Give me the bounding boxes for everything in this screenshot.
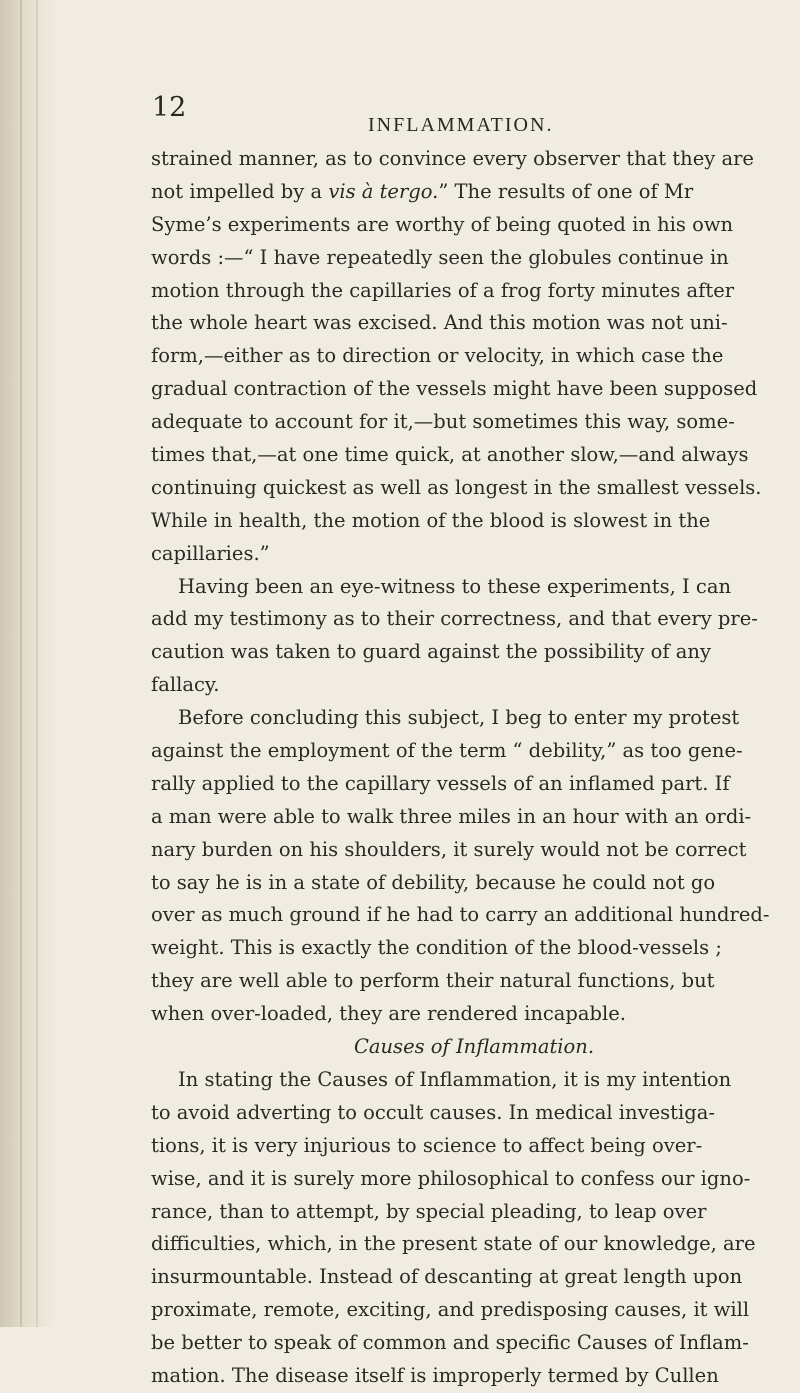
- text-run: not impelled by a: [151, 179, 329, 203]
- text-line: times that,—at one time quick, at another slow,—and always: [151, 443, 749, 467]
- paragraph-first-line: Before concluding this subject, I beg to enter my protest: [178, 706, 740, 730]
- text-line: rance, than to attempt, by special pleading, to leap over: [151, 1199, 707, 1223]
- text-line: wise, and it is surely more philosophical to confess our igno-: [151, 1166, 751, 1190]
- text-line: they are well able to perform their natural functions, but: [151, 969, 715, 993]
- text-line: caution was taken to guard against the possibility of any: [151, 640, 711, 664]
- text-line: when over-loaded, they are rendered incapable.: [151, 1002, 626, 1026]
- text-line: insurmountable. Instead of descanting at great length upon: [151, 1265, 743, 1289]
- text-line: a man were able to walk three miles in an hour with an ordi-: [151, 804, 752, 828]
- text-line: fallacy.: [151, 673, 220, 697]
- text-line: over as much ground if he had to carry an additional hundred-: [151, 903, 770, 927]
- running-head-title: INFLAMMATION.: [368, 114, 554, 136]
- text-line: weight. This is exactly the condition of the blood-vessels ;: [151, 936, 722, 960]
- text-line: nary burden on his shoulders, it surely would not be correct: [151, 837, 747, 861]
- text-line: tions, it is very injurious to science to affect being over-: [151, 1133, 703, 1157]
- text-line: be better to speak of common and specific Causes of Inflam-: [151, 1331, 749, 1355]
- body-text: [151, 143, 797, 1393]
- text-line: difficulties, which, in the present state of our knowledge, are: [151, 1232, 756, 1256]
- text-line: add my testimony as to their correctness, and that every pre-: [151, 607, 758, 631]
- paragraph-first-line: Having been an eye-witness to these experiments, I can: [178, 574, 731, 598]
- text-line: Syme’s experiments are worthy of being quoted in his own: [151, 212, 734, 236]
- text-line: [151, 176, 797, 209]
- text-line: continuing quickest as well as longest in the smallest vessels.: [151, 475, 762, 499]
- page-number: 12: [152, 92, 187, 123]
- text-line: rally applied to the capillary vessels of an inflamed part. If: [151, 771, 730, 795]
- text-line: words :—“ I have repeatedly seen the globules continue in: [151, 245, 729, 269]
- text-run: ” The results of one of Mr: [438, 179, 694, 203]
- paragraph-first-line: In stating the Causes of Inflammation, it is my intention: [178, 1067, 732, 1091]
- text-line: capillaries.”: [151, 541, 270, 565]
- text-line: proximate, remote, exciting, and predisposing causes, it will: [151, 1298, 750, 1322]
- text-line: against the employment of the term “ debility,” as too gene-: [151, 739, 743, 763]
- text-line: form,—either as to direction or velocity, in which case the: [151, 344, 724, 368]
- text-line: to avoid adverting to occult causes. In medical investiga-: [151, 1100, 715, 1124]
- text-line: the whole heart was excised. And this motion was not uni-: [151, 311, 728, 335]
- text-line: While in health, the motion of the blood is slowest in the: [151, 508, 711, 532]
- text-line: to say he is in a state of debility, because he could not go: [151, 870, 716, 894]
- text-line: gradual contraction of the vessels might have been supposed: [151, 377, 758, 401]
- text-line: motion through the capillaries of a frog forty minutes after: [151, 278, 735, 302]
- text-line: adequate to account for it,—but sometimes this way, some-: [151, 410, 735, 434]
- section-heading: Causes of Inflammation.: [353, 1035, 595, 1059]
- italic-phrase: vis à tergo.: [328, 179, 439, 203]
- text-line: mation. The disease itself is improperly termed by Cullen: [151, 1363, 719, 1387]
- text-line: strained manner, as to convince every observer that they are: [151, 147, 754, 170]
